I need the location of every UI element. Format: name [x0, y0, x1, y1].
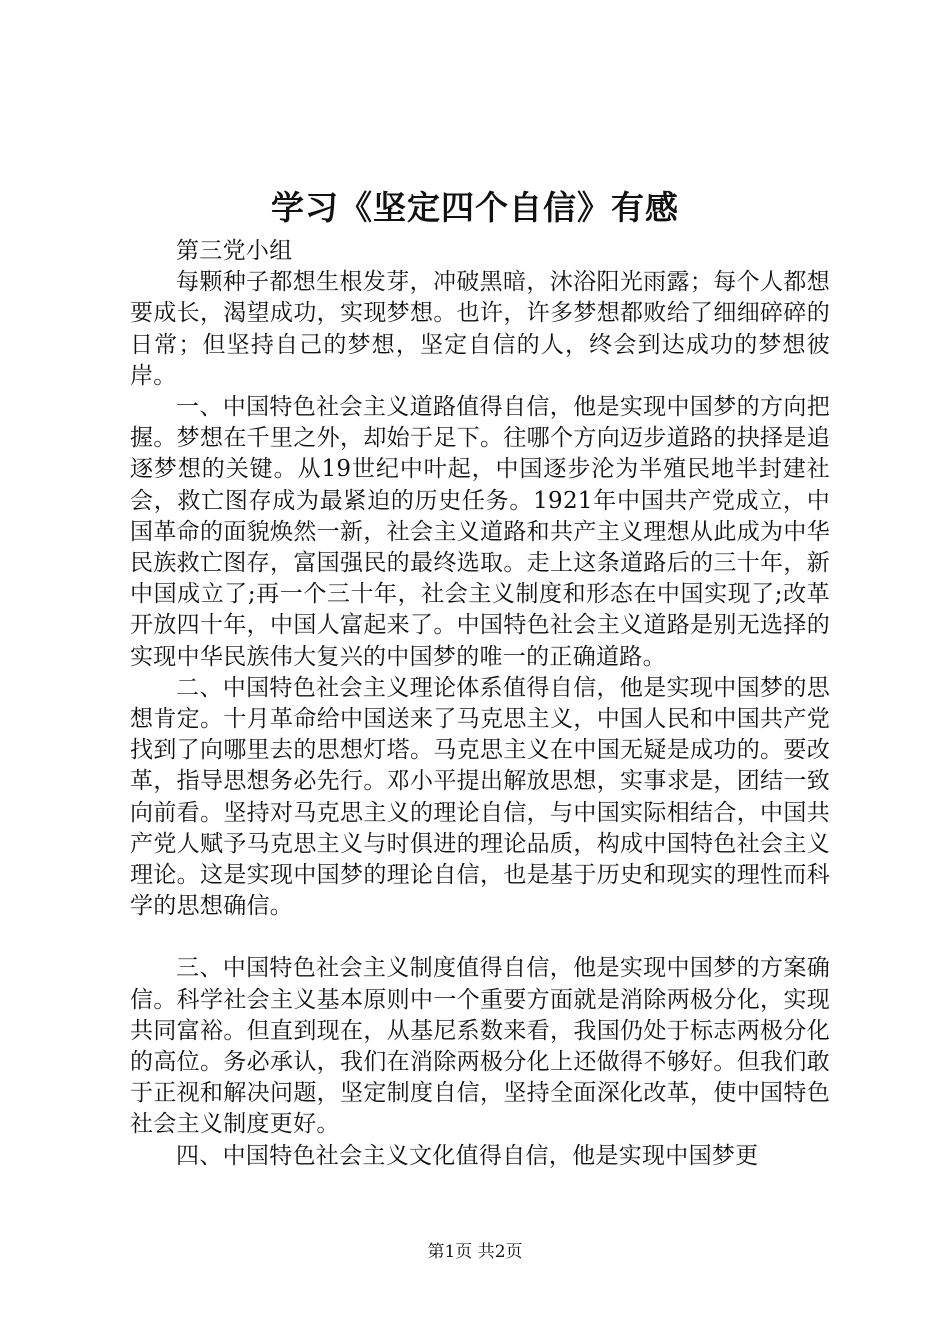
paragraph-theory: 二、中国特色社会主义理论体系值得自信，他是实现中国梦的思想肯定。十月革命给中国送来了马克思主义，中国人民和中国共产党找到了向哪里去的思想灯塔。马克思主义在中国无疑是成功的。要改革，指导思想务必先行。邓小平提出解放思想，实事求是，团结一致向前看。坚持对马克思主义的理论自信，与中国实际相结合，中国共产党人赋予马克思主义与时俱进的理论品质，构成中国特色社会主义理论。这是实现中国梦的理论自信，也是基于历史和现实的理性而科学的思想确信。: [130, 674, 830, 920]
paragraph-road: 一、中国特色社会主义道路值得自信，他是实现中国梦的方向把握。梦想在千里之外，却始于足下。往哪个方向迈步道路的抉择是追逐梦想的关键。从19世纪中叶起，中国逐步沦为半殖民地半封建社会，救亡图存成为最紧迫的历史任务。1921年中国共产党成立，中国革命的面貌焕然一新，社会主义道路和共产主义理想从此成为中华民族救亡图存，富国强民的最终选取。走上这条道路后的三十年，新中国成立了;再一个三十年，社会主义制度和形态在中国实现了;改革开放四十年，中国人富起来了。中国特色社会主义道路是别无选择的实现中华民族伟大复兴的中国梦的唯一的正确道路。: [130, 394, 830, 670]
document-body: [130, 236, 830, 1172]
paragraph-culture: 四、中国特色社会主义文化值得自信，他是实现中国梦更: [176, 1142, 759, 1169]
author-line: 第三党小组: [176, 238, 293, 264]
paragraph-system: 三、中国特色社会主义制度值得自信，他是实现中国梦的方案确信。科学社会主义基本原则中一个重要方面就是消除两极分化，实现共同富裕。但直到现在，从基尼系数来看，我国仍处于标志两极分化的高位。务必承认，我们在消除两极分化上还做得不够好。但我们敢于正视和解决问题，坚定制度自信，坚持全面深化改革，使中国特色社会主义制度更好。: [130, 955, 830, 1138]
paragraph-intro: 每颗种子都想生根发芽，冲破黑暗，沐浴阳光雨露；每个人都想要成长，渴望成功，实现梦想。也许，许多梦想都败给了细细碎碎的日常；但坚持自己的梦想，坚定自信的人，终会到达成功的梦想彼岸。: [130, 269, 830, 389]
document-title: 学习《坚定四个自信》有感: [271, 188, 679, 227]
page-footer: 第1页 共2页: [427, 1242, 523, 1262]
